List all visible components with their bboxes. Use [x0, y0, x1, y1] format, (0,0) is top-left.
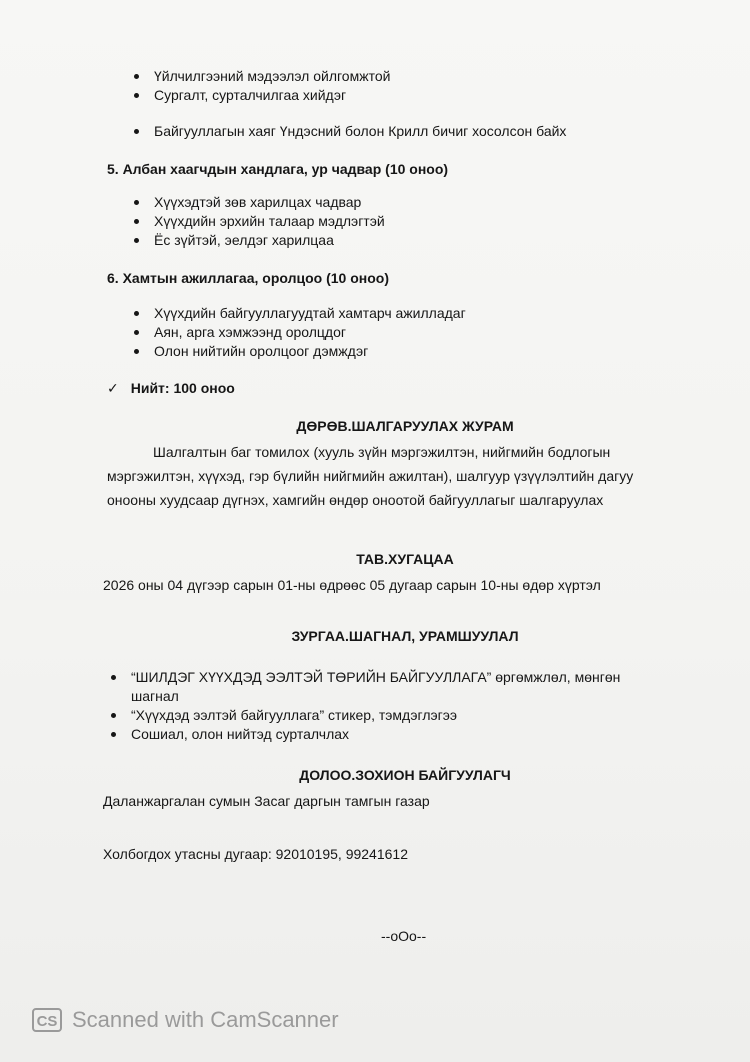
list-item: Хүүхэдтэй зөв харилцах чадвар — [134, 193, 385, 212]
organizer-name: Даланжаргалан сумын Засаг даргын тамгын газар — [103, 793, 430, 809]
organizer-heading: ДОЛОО.ЗОХИОН БАЙГУУЛАГЧ — [299, 767, 511, 783]
deadline-text: 2026 оны 04 дүгээр сарын 01-ны өдрөөс 05 дугаар сарын 10-ны өдөр хүртэл — [103, 577, 601, 593]
list-item: Олон нийтийн оролцоог дэмждэг — [134, 342, 466, 361]
list-item: Ёс зүйтэй, эелдэг харилцаа — [134, 231, 385, 250]
procedure-line-2: мэргэжилтэн, хүүхэд, гэр бүлийн нийгмийн ажилтан), шалгуур үзүүлэлтийн дагуу — [107, 468, 634, 484]
list-item: Сургалт, сурталчилгаа хийдэг — [134, 86, 390, 105]
award-heading: ЗУРГАА.ШАГНАЛ, УРАМШУУЛАЛ — [291, 628, 519, 644]
list-item: Үйлчилгээний мэдээлэл ойлгомжтой — [134, 67, 390, 86]
section-6-list — [134, 304, 466, 361]
procedure-paragraph — [107, 440, 707, 512]
section-5-heading: 5. Албан хаагчдын хандлага, ур чадвар (10 оноо) — [107, 161, 449, 177]
list-item — [111, 668, 706, 706]
list-item: Хүүхдийн эрхийн талаар мэдлэгтэй — [134, 212, 385, 231]
total-score-text: Нийт: 100 оноо — [130, 380, 235, 396]
award-item-1-line-2: шагнал — [131, 688, 179, 704]
list-item: Байгууллагын хаяг Үндэсний болон Крилл бичиг хосолсон байх — [134, 122, 566, 141]
camscanner-watermark — [32, 1006, 339, 1033]
watermark-text: Scanned with CamScanner — [72, 1007, 339, 1033]
contact-phone: Холбогдох утасны дугаар: 92010195, 99241612 — [103, 846, 408, 862]
list-item: “Хүүхдэд ээлтэй байгууллага” стикер, тэмдэглэгээ — [111, 706, 706, 725]
section-6-heading: 6. Хамтын ажиллагаа, оролцоо (10 оноо) — [107, 270, 389, 286]
section-5-list — [134, 193, 385, 250]
list-item: Сошиал, олон нийтэд сурталчлах — [111, 725, 706, 744]
award-list — [111, 668, 706, 744]
camscanner-logo-icon: CS — [32, 1008, 62, 1032]
list-item: Хүүхдийн байгууллагуудтай хамтарч ажилладаг — [134, 304, 466, 323]
list-item: Аян, арга хэмжээнд оролцдог — [134, 323, 466, 342]
deadline-heading: ТАВ.ХУГАЦАА — [356, 551, 454, 567]
procedure-line-3: онооны хуудсаар дүгнэх, хамгийн өндөр оноотой байгууллагыг шалгаруулах — [107, 492, 604, 508]
top-bullet-list-extra — [134, 122, 566, 141]
closing-mark: --оОо-- — [381, 928, 427, 944]
procedure-heading: ДӨРӨВ.ШАЛГАРУУЛАХ ЖУРАМ — [296, 418, 514, 434]
top-bullet-list — [134, 67, 390, 105]
checkmark-icon: ✓ — [107, 380, 119, 396]
procedure-line-1: Шалгалтын баг томилох (хууль зүйн мэргэжилтэн, нийгмийн бодлогын — [153, 444, 611, 460]
total-score — [107, 380, 235, 397]
award-item-1-line-1: “ШИЛДЭГ ХҮҮХДЭД ЭЭЛТЭЙ ТӨРИЙН БАЙГУУЛЛАГА” өргөмжлөл, мөнгөн — [131, 669, 621, 685]
